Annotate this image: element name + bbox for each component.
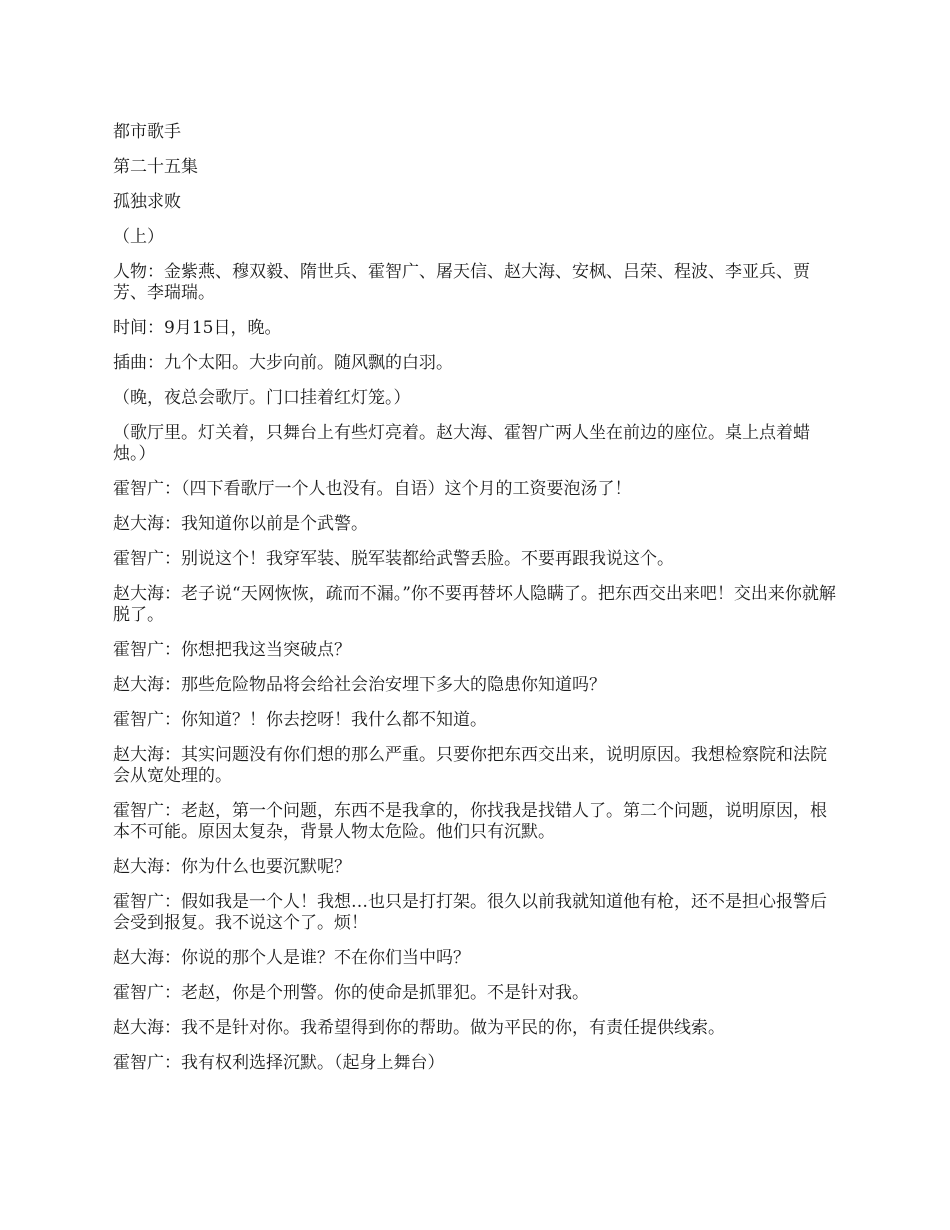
songs-line: 插曲：九个太阳。大步向前。随风飘的白羽。	[113, 353, 453, 373]
dialogue-line: 赵大海：那些危险物品将会给社会治安埋下多大的隐患你知道吗？	[113, 675, 606, 695]
dialogue-line: 霍智广：你知道？！你去挖呀！我什么都不知道。	[113, 710, 487, 730]
dialogue-line: 霍智广：别说这个！我穿军装、脱军装都给武警丢脸。不要再跟我说这个。	[113, 549, 674, 569]
dialogue-line: 赵大海：其实问题没有你们想的那么严重。只要你把东西交出来，说明原因。我想检察院和法院会从宽处理的。	[113, 745, 827, 786]
dialogue-line: 霍智广：我有权利选择沉默。（起身上舞台）	[113, 1053, 445, 1073]
stage-direction: （晚，夜总会歌厅。门口挂着红灯笼。）	[113, 388, 411, 408]
dialogue-line: 霍智广：你想把我这当突破点？	[113, 640, 351, 660]
stage-direction: （歌厅里。灯关着，只舞台上有些灯亮着。赵大海、霍智广两人坐在前边的座位。桌上点着蜡烛。）	[113, 423, 810, 464]
episode-number: 第二十五集	[113, 157, 198, 177]
cast-list: 人物：金紫燕、穆双毅、隋世兵、霍智广、屠天信、赵大海、安枫、吕荣、程波、李亚兵、贾芳、李瑞瑞。	[113, 262, 810, 303]
dialogue-line: 赵大海：你为什么也要沉默呢？	[113, 857, 351, 877]
dialogue-line: 霍智广：（四下看歌厅一个人也没有。自语）这个月的工资要泡汤了！	[113, 479, 632, 499]
dialogue-line: 赵大海：我知道你以前是个武警。	[113, 514, 368, 534]
dialogue-line: 霍智广：老赵，你是个刑警。你的使命是抓罪犯。不是针对我。	[113, 983, 589, 1003]
dialogue-line: 霍智广：假如我是一个人！我想…也只是打打架。很久以前我就知道他有枪，还不是担心报警后会受到报复。我不说这个了。烦！	[113, 892, 827, 933]
time-line: 时间：9月15日，晚。	[113, 318, 282, 338]
dialogue-line: 赵大海：老子说“天网恢恢，疏而不漏。”你不要再替坏人隐瞒了。把东西交出来吧！交出来你就解脱了。	[113, 584, 836, 625]
part-label: （上）	[113, 227, 164, 247]
script-text	[113, 122, 843, 1088]
dialogue-line: 赵大海：我不是针对你。我希望得到你的帮助。做为平民的你，有责任提供线索。	[113, 1018, 725, 1038]
episode-title: 孤独求败	[113, 192, 181, 212]
series-title: 都市歌手	[113, 122, 181, 142]
dialogue-line: 赵大海：你说的那个人是谁？不在你们当中吗？	[113, 948, 470, 968]
dialogue-line: 霍智广：老赵，第一个问题，东西不是我拿的，你找我是找错人了。第二个问题，说明原因，根本不可能。原因太复杂，背景人物太危险。他们只有沉默。	[113, 801, 827, 842]
